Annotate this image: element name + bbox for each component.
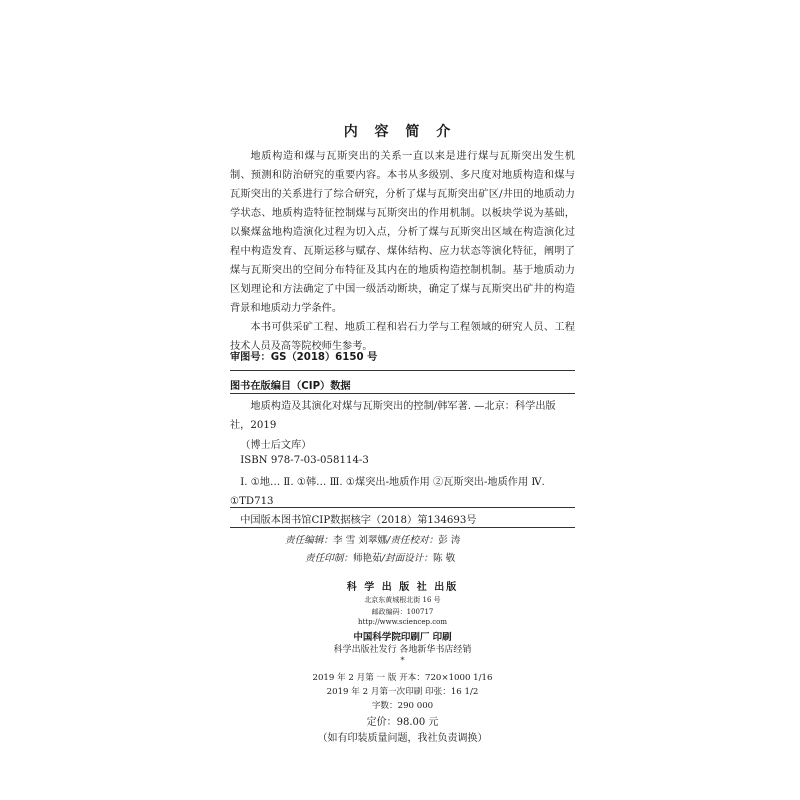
design-label: /封面设计：	[381, 553, 433, 564]
cip-subjects: Ⅰ. ①地… Ⅱ. ①韩… Ⅲ. ①煤突出-地质作用 ②瓦斯突出-地质作用 Ⅳ. ①TD713	[230, 477, 545, 507]
printing-line: 2019 年 2 月第一次印刷 印张：16 1/2	[326, 687, 479, 697]
credits-editors	[285, 532, 630, 546]
print-label: 责任印制：	[305, 553, 353, 564]
credits-print	[305, 550, 650, 564]
editors-label: 责任编辑：	[285, 535, 333, 546]
separator-star: *	[400, 656, 405, 665]
quality-notice: （如有印装质量问题，我社负责调换）	[317, 733, 488, 744]
design-name: 陈 敬	[432, 553, 456, 564]
editors-names: 李 雪 刘翠娜	[332, 535, 388, 546]
publisher-address: 北京东黄城根北街 16 号	[364, 596, 441, 604]
divider	[230, 370, 575, 371]
price: 定价：98.00 元	[366, 717, 439, 728]
summary-paragraph: 地质构造和煤与瓦斯突出的关系一直以来是进行煤与瓦斯突出发生机制、预测和防治研究的重要内容。本书从多级别、多尺度对地质构造和煤与瓦斯突出的关系进行了综合研究，分析了煤与瓦斯突出矿区/井田的地质动力学状态、地质构造特征控制煤与瓦斯突出的作用机制。以板块学说为基础，以聚煤盆地构造演化过程为切入点，分析了煤与瓦斯突出区域在构造演化过程中构造发育、瓦斯运移与赋存、煤体结构、应力状态等演化特征，阐明了煤与瓦斯突出的空间分布特征及其内在的地质构造控制机制。基于地质动力区划理论和方法确定了中国一级活动断块，确定了煤与瓦斯突出矿井的构造背景和地质动力学条件。	[230, 151, 575, 314]
cip-main-entry: 地质构造及其演化对煤与瓦斯突出的控制/韩军著. —北京：科学出版社，2019	[230, 401, 556, 431]
proof-label: /责任校对：	[387, 535, 439, 546]
edition-line: 2019 年 2 月第 一 版 开本：720×1000 1/16	[312, 673, 493, 683]
proof-name: 彭 涛	[438, 535, 461, 546]
cip-core-data: 中国版本图书馆CIP数据核字（2018）第134693号	[240, 515, 477, 526]
word-count: 字数：290 000	[371, 701, 434, 711]
cip-series: （博士后文库）	[240, 440, 312, 451]
approval-number: 审图号：GS（2018）6150 号	[230, 352, 378, 363]
printer: 中国科学院印刷厂 印刷	[353, 632, 452, 643]
summary-body	[230, 147, 575, 356]
print-name: 师艳茹	[352, 553, 382, 564]
summary-heading: 内 容 简 介	[343, 124, 457, 140]
divider	[230, 393, 575, 394]
summary-paragraph: 本书可供采矿工程、地质工程和岩石力学与工程领域的研究人员、工程技术人员及高等院校师生参考。	[230, 322, 575, 352]
divider	[230, 527, 575, 528]
distribution: 科学出版社发行 各地新华书店经销	[333, 645, 472, 655]
publisher-website: http://www.sciencep.com	[357, 618, 447, 626]
publisher-name: 科 学 出 版 社 出版	[346, 582, 459, 593]
cip-isbn: ISBN 978-7-03-058114-3	[240, 455, 369, 466]
publisher-postcode: 邮政编码：100717	[371, 608, 434, 616]
cip-heading: 图书在版编目（CIP）数据	[230, 381, 351, 392]
divider	[230, 507, 575, 508]
